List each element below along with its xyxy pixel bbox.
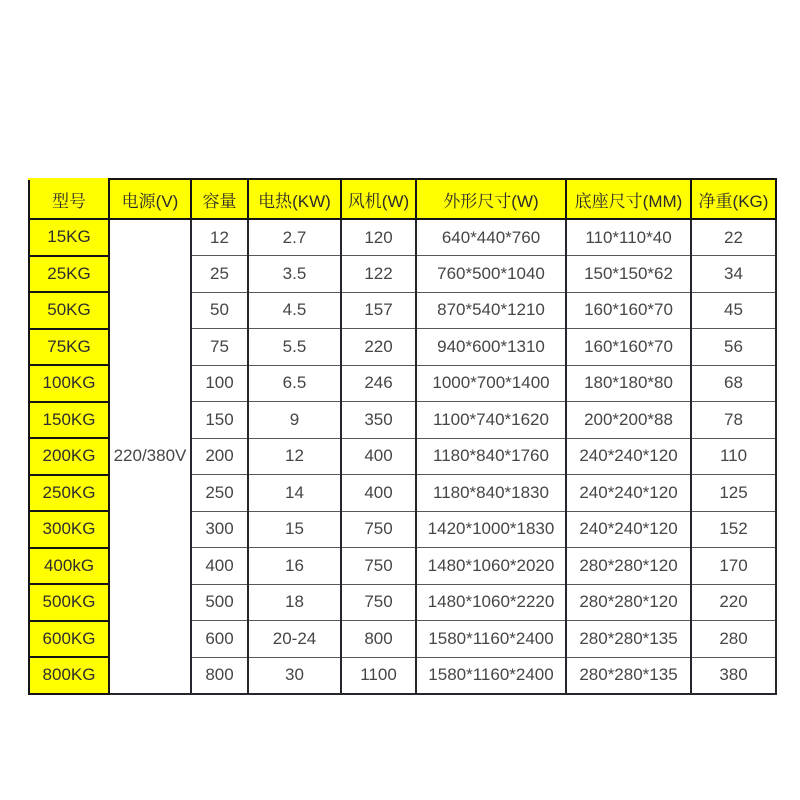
fan-cell: 246 (341, 365, 416, 402)
model-cell: 50KG (29, 292, 109, 329)
column-header-base: 底座尺寸(MM) (566, 179, 691, 219)
capacity-cell: 75 (191, 329, 248, 366)
heat-cell: 16 (248, 548, 341, 585)
heat-cell: 15 (248, 511, 341, 548)
column-header-fan: 风机(W) (341, 179, 416, 219)
fan-cell: 1100 (341, 657, 416, 694)
fan-cell: 157 (341, 292, 416, 329)
model-cell: 25KG (29, 256, 109, 293)
fan-cell: 750 (341, 511, 416, 548)
fan-cell: 400 (341, 475, 416, 512)
model-cell: 400kG (29, 548, 109, 585)
heat-cell: 5.5 (248, 329, 341, 366)
capacity-cell: 50 (191, 292, 248, 329)
dimensions-cell: 1180*840*1830 (416, 475, 566, 512)
weight-cell: 110 (691, 438, 776, 475)
model-cell: 100KG (29, 365, 109, 402)
dimensions-cell: 1580*1160*2400 (416, 657, 566, 694)
fan-cell: 350 (341, 402, 416, 439)
fan-cell: 750 (341, 584, 416, 621)
base-cell: 200*200*88 (566, 402, 691, 439)
capacity-cell: 500 (191, 584, 248, 621)
capacity-cell: 300 (191, 511, 248, 548)
model-cell: 200KG (29, 438, 109, 475)
dimensions-cell: 1480*1060*2020 (416, 548, 566, 585)
model-cell: 75KG (29, 329, 109, 366)
spec-table-container (28, 178, 777, 695)
heat-cell: 20-24 (248, 621, 341, 658)
dimensions-cell: 1000*700*1400 (416, 365, 566, 402)
base-cell: 160*160*70 (566, 292, 691, 329)
base-cell: 280*280*120 (566, 548, 691, 585)
dimensions-cell: 640*440*760 (416, 219, 566, 256)
model-cell: 150KG (29, 402, 109, 439)
model-cell: 600KG (29, 621, 109, 658)
base-cell: 280*280*135 (566, 657, 691, 694)
column-header-dimensions: 外形尺寸(W) (416, 179, 566, 219)
model-cell: 500KG (29, 584, 109, 621)
dimensions-cell: 1180*840*1760 (416, 438, 566, 475)
heat-cell: 2.7 (248, 219, 341, 256)
base-cell: 110*110*40 (566, 219, 691, 256)
weight-cell: 152 (691, 511, 776, 548)
weight-cell: 34 (691, 256, 776, 293)
table-row (29, 219, 776, 256)
fan-cell: 400 (341, 438, 416, 475)
dimensions-cell: 940*600*1310 (416, 329, 566, 366)
capacity-cell: 800 (191, 657, 248, 694)
capacity-cell: 100 (191, 365, 248, 402)
model-cell: 300KG (29, 511, 109, 548)
heat-cell: 9 (248, 402, 341, 439)
base-cell: 240*240*120 (566, 511, 691, 548)
base-cell: 160*160*70 (566, 329, 691, 366)
dimensions-cell: 1480*1060*2220 (416, 584, 566, 621)
capacity-cell: 600 (191, 621, 248, 658)
heat-cell: 4.5 (248, 292, 341, 329)
weight-cell: 380 (691, 657, 776, 694)
heat-cell: 30 (248, 657, 341, 694)
capacity-cell: 12 (191, 219, 248, 256)
column-header-weight: 净重(KG) (691, 179, 776, 219)
column-header-model: 型号 (29, 179, 109, 219)
weight-cell: 78 (691, 402, 776, 439)
model-cell: 15KG (29, 219, 109, 256)
capacity-cell: 150 (191, 402, 248, 439)
product-spec-table (28, 178, 777, 695)
column-header-heat: 电热(KW) (248, 179, 341, 219)
heat-cell: 18 (248, 584, 341, 621)
fan-cell: 800 (341, 621, 416, 658)
heat-cell: 3.5 (248, 256, 341, 293)
base-cell: 240*240*120 (566, 475, 691, 512)
column-header-capacity: 容量 (191, 179, 248, 219)
header-row (29, 179, 776, 219)
weight-cell: 56 (691, 329, 776, 366)
weight-cell: 220 (691, 584, 776, 621)
capacity-cell: 200 (191, 438, 248, 475)
weight-cell: 170 (691, 548, 776, 585)
weight-cell: 45 (691, 292, 776, 329)
base-cell: 150*150*62 (566, 256, 691, 293)
model-cell: 800KG (29, 657, 109, 694)
spec-table-header (29, 179, 776, 219)
capacity-cell: 250 (191, 475, 248, 512)
weight-cell: 22 (691, 219, 776, 256)
heat-cell: 6.5 (248, 365, 341, 402)
weight-cell: 125 (691, 475, 776, 512)
base-cell: 280*280*120 (566, 584, 691, 621)
heat-cell: 12 (248, 438, 341, 475)
weight-cell: 68 (691, 365, 776, 402)
capacity-cell: 400 (191, 548, 248, 585)
base-cell: 240*240*120 (566, 438, 691, 475)
heat-cell: 14 (248, 475, 341, 512)
model-cell: 250KG (29, 475, 109, 512)
fan-cell: 120 (341, 219, 416, 256)
base-cell: 180*180*80 (566, 365, 691, 402)
base-cell: 280*280*135 (566, 621, 691, 658)
fan-cell: 750 (341, 548, 416, 585)
power-merged-cell: 220/380V (109, 219, 191, 694)
weight-cell: 280 (691, 621, 776, 658)
dimensions-cell: 1580*1160*2400 (416, 621, 566, 658)
dimensions-cell: 1420*1000*1830 (416, 511, 566, 548)
fan-cell: 220 (341, 329, 416, 366)
spec-table-body (29, 219, 776, 694)
dimensions-cell: 760*500*1040 (416, 256, 566, 293)
dimensions-cell: 1100*740*1620 (416, 402, 566, 439)
fan-cell: 122 (341, 256, 416, 293)
capacity-cell: 25 (191, 256, 248, 293)
dimensions-cell: 870*540*1210 (416, 292, 566, 329)
column-header-power: 电源(V) (109, 179, 191, 219)
